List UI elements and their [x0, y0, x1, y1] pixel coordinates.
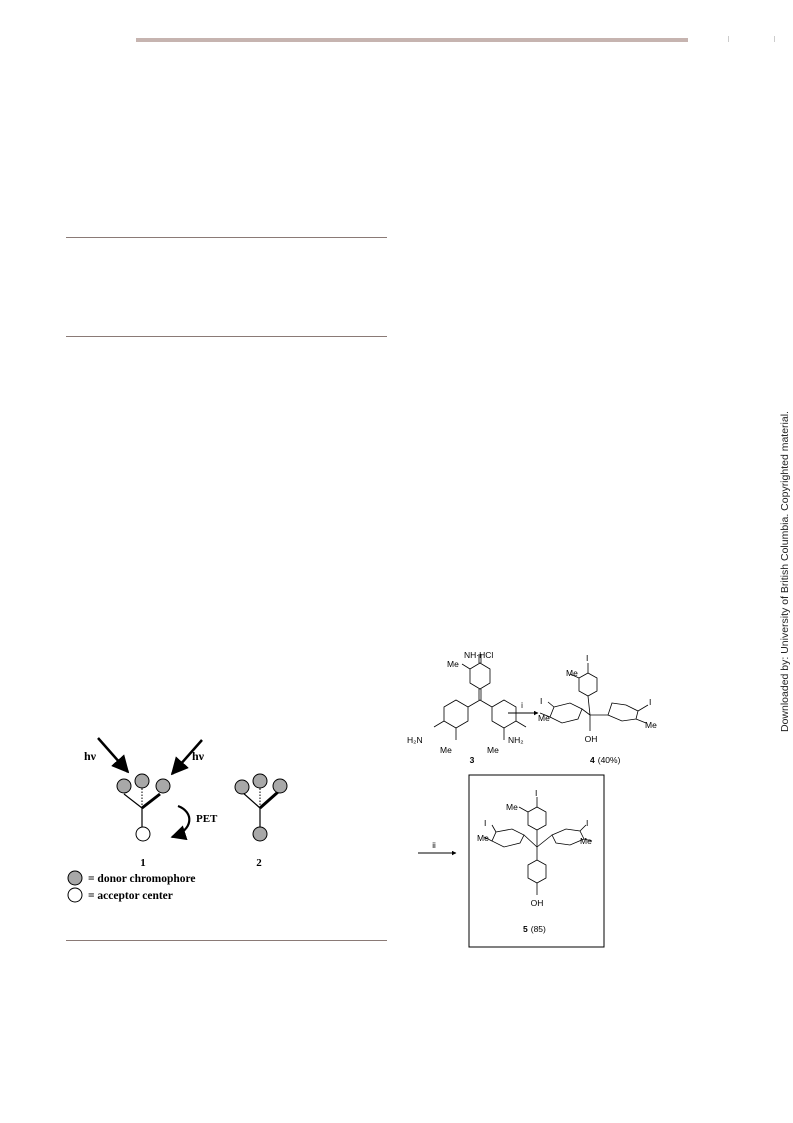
compound-5-label: 5 (85): [523, 924, 546, 934]
hv-right-label: hν: [192, 749, 205, 763]
compound-2: [235, 774, 287, 841]
reagent-nh2: NH₂: [508, 735, 524, 745]
header-rule: [136, 38, 688, 42]
pet-label: PET: [196, 813, 218, 825]
compound-1: [117, 774, 189, 841]
product-5-box: [469, 775, 604, 947]
p4-me-top: Me: [566, 668, 578, 678]
p5-me-right: Me: [580, 836, 592, 846]
p4-me-left: Me: [538, 713, 550, 723]
p5-me-top: Me: [506, 802, 518, 812]
p5-iodo-top: I: [535, 788, 538, 798]
compound-3-number: 3: [469, 755, 475, 765]
figure-bottom-rule: [66, 940, 387, 941]
p5-iodo-left: I: [484, 818, 487, 828]
pet-schematic: [66, 730, 366, 930]
legend-acceptor-swatch: [68, 888, 82, 902]
reagent-me-top: Me: [447, 659, 459, 669]
step-i-label: i: [521, 701, 523, 710]
compound-4-structure: [540, 663, 648, 731]
p5-iodo-right: I: [586, 818, 589, 828]
step-ii-label: ii: [432, 841, 436, 850]
crop-mark: [774, 36, 775, 42]
compound-4-label: 4 (40%): [590, 755, 621, 765]
p5-me-left: Me: [477, 833, 489, 843]
legend-donor-swatch: [68, 871, 82, 885]
reagent-me-left: Me: [440, 745, 452, 755]
reagent-me-right: Me: [487, 745, 499, 755]
legend-acceptor-text: = acceptor center: [88, 890, 173, 902]
table-top-rule: [66, 237, 387, 238]
hv-left-label: hν: [84, 749, 97, 763]
light-arrow-left: [98, 738, 128, 772]
reagent-h2n: H₂N: [407, 735, 423, 745]
compound-2-number: 2: [256, 857, 262, 869]
compound-1-number: 1: [140, 857, 146, 869]
crop-mark: [728, 36, 729, 42]
copyright-notice: [779, 372, 793, 732]
p5-oh: OH: [530, 898, 544, 908]
reagent-nh-hcl: NH·HCl: [464, 650, 494, 660]
copyright-notice-text: Downloaded by: University of British Columbia. Copyrighted material.: [779, 411, 791, 732]
p4-iodo-top: I: [586, 653, 589, 663]
legend-donor-text: = donor chromophore: [88, 873, 196, 885]
compound-5-structure: [484, 797, 592, 895]
p4-iodo-right: I: [649, 697, 652, 707]
table-bottom-rule: [66, 336, 387, 337]
p4-me-right: Me: [645, 720, 657, 730]
p4-iodo-left: I: [540, 696, 543, 706]
synthesis-scheme: [400, 645, 680, 950]
p4-oh: OH: [584, 734, 598, 744]
